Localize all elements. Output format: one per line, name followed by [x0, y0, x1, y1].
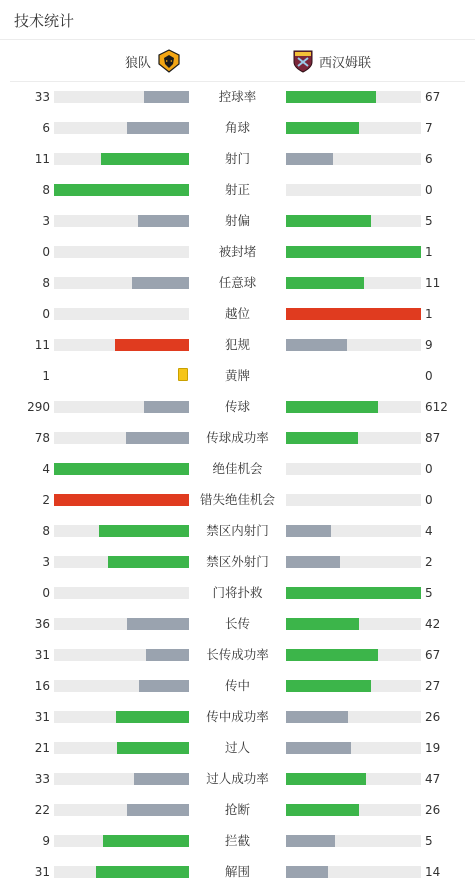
away-bar-track [286, 339, 421, 351]
away-value: 14 [425, 865, 441, 879]
home-value: 8 [42, 524, 50, 538]
away-bar-track [286, 122, 421, 134]
home-bar-track [54, 153, 189, 165]
away-bar-track [286, 711, 421, 723]
home-value: 4 [42, 462, 50, 476]
home-bar-fill [127, 122, 189, 134]
stat-label: 控球率 [218, 89, 257, 104]
stat-row [0, 640, 475, 671]
away-bar-track [286, 525, 421, 537]
stat-row [0, 733, 475, 764]
home-value: 0 [42, 307, 50, 321]
away-bar-fill [286, 277, 364, 289]
home-bar-track [54, 711, 189, 723]
away-value: 42 [425, 617, 441, 631]
home-value: 16 [34, 679, 50, 693]
away-bar-fill [286, 866, 328, 878]
stat-row [0, 795, 475, 826]
home-team[interactable] [125, 49, 181, 73]
away-value: 5 [425, 834, 433, 848]
stat-label: 长传成功率 [206, 647, 269, 662]
home-bar-track [54, 308, 189, 320]
home-bar-track [54, 463, 189, 475]
home-value: 31 [34, 865, 50, 879]
home-bar-fill [139, 680, 189, 692]
home-value: 33 [34, 772, 50, 786]
away-value: 87 [425, 431, 441, 445]
home-bar-fill [127, 804, 189, 816]
home-value: 33 [34, 90, 50, 104]
home-value: 8 [42, 183, 50, 197]
home-value: 11 [34, 338, 50, 352]
home-bar-fill [108, 556, 189, 568]
home-bar-fill [101, 153, 189, 165]
stat-row [0, 144, 475, 175]
stat-row [0, 206, 475, 237]
home-bar-track [54, 215, 189, 227]
away-bar-track [286, 556, 421, 568]
home-bar-fill [54, 494, 189, 506]
stat-row [0, 516, 475, 547]
stat-row [0, 113, 475, 144]
stat-row [0, 237, 475, 268]
home-bar-fill [115, 339, 189, 351]
home-bar-track [54, 339, 189, 351]
away-bar-fill [286, 339, 347, 351]
home-value: 21 [34, 741, 50, 755]
home-bar-track [54, 525, 189, 537]
stat-row [0, 454, 475, 485]
home-value: 0 [42, 586, 50, 600]
away-value: 27 [425, 679, 441, 693]
home-value: 6 [42, 121, 50, 135]
away-bar-fill [286, 587, 421, 599]
away-bar-track [286, 432, 421, 444]
away-team-name: 西汉姆联 [319, 55, 372, 71]
away-bar-fill [286, 773, 366, 785]
home-value: 31 [34, 710, 50, 724]
stat-row [0, 330, 475, 361]
stat-label: 被封堵 [218, 244, 257, 259]
home-bar-fill [138, 215, 189, 227]
stat-row [0, 578, 475, 609]
away-value: 47 [425, 772, 441, 786]
home-bar-fill [134, 773, 189, 785]
home-bar-track [54, 742, 189, 754]
home-value: 36 [34, 617, 50, 631]
home-bar-track [54, 122, 189, 134]
stat-row [0, 485, 475, 516]
away-team[interactable] [291, 49, 371, 73]
stat-row [0, 82, 475, 113]
wolves-crest-icon [157, 49, 181, 73]
stat-label: 角球 [224, 120, 250, 135]
away-bar-fill [286, 649, 378, 661]
team-header [10, 40, 465, 82]
stat-label: 传中成功率 [206, 709, 269, 724]
home-value: 9 [42, 834, 50, 848]
home-value: 78 [34, 431, 50, 445]
away-value: 19 [425, 741, 441, 755]
stat-row [0, 671, 475, 702]
stat-label: 禁区内射门 [206, 523, 269, 538]
away-value: 612 [425, 400, 448, 414]
home-bar-track [54, 618, 189, 630]
away-value: 0 [425, 369, 433, 383]
home-bar-track [54, 587, 189, 599]
home-bar-fill [144, 401, 189, 413]
stat-row [0, 547, 475, 578]
away-bar-track [286, 649, 421, 661]
away-bar-track [286, 215, 421, 227]
stat-label: 过人 [224, 740, 250, 755]
home-team-name: 狼队 [124, 55, 151, 71]
away-bar-track [286, 308, 421, 320]
stat-row [0, 609, 475, 640]
away-bar-fill [286, 122, 359, 134]
away-bar-fill [286, 804, 359, 816]
home-value: 290 [27, 400, 50, 414]
away-value: 1 [425, 245, 433, 259]
stat-label: 传中 [224, 678, 250, 693]
home-value: 22 [34, 803, 50, 817]
stat-row [0, 764, 475, 795]
away-bar-fill [286, 308, 421, 320]
home-value: 8 [42, 276, 50, 290]
home-bar-track [54, 277, 189, 289]
home-value: 0 [42, 245, 50, 259]
away-value: 7 [425, 121, 433, 135]
home-bar-track [54, 401, 189, 413]
home-value: 31 [34, 648, 50, 662]
home-value: 11 [34, 152, 50, 166]
away-bar-track [286, 618, 421, 630]
stat-label: 过人成功率 [206, 771, 269, 786]
away-bar-fill [286, 246, 421, 258]
away-bar-fill [286, 711, 348, 723]
home-bar-track [54, 432, 189, 444]
away-bar-fill [286, 91, 376, 103]
home-value: 2 [42, 493, 50, 507]
away-bar-track [286, 835, 421, 847]
stat-label: 射偏 [224, 213, 250, 228]
away-bar-fill [286, 556, 340, 568]
stat-label: 解围 [224, 864, 250, 879]
stat-row [0, 268, 475, 299]
away-bar-track [286, 401, 421, 413]
stat-label: 射门 [224, 151, 250, 166]
away-value: 2 [425, 555, 433, 569]
away-value: 4 [425, 524, 433, 538]
away-value: 0 [425, 462, 433, 476]
home-bar-fill [146, 649, 189, 661]
away-value: 6 [425, 152, 433, 166]
west-ham-crest-icon [291, 49, 315, 73]
home-value: 1 [42, 369, 50, 383]
stat-label: 拦截 [224, 833, 250, 848]
away-bar-fill [286, 835, 335, 847]
away-bar-track [286, 587, 421, 599]
section-title-text: 技术统计 [14, 12, 75, 30]
stat-row [0, 392, 475, 423]
stat-row [0, 361, 475, 392]
away-bar-track [286, 866, 421, 878]
home-bar-track [54, 866, 189, 878]
stat-label: 射正 [224, 182, 250, 197]
stat-label: 传球成功率 [206, 430, 269, 445]
home-bar-track [54, 556, 189, 568]
away-bar-fill [286, 215, 371, 227]
away-bar-fill [286, 401, 378, 413]
home-bar-fill [132, 277, 189, 289]
away-value: 0 [425, 493, 433, 507]
away-bar-fill [286, 618, 359, 630]
stat-label: 禁区外射门 [206, 554, 269, 569]
away-bar-fill [286, 742, 351, 754]
stat-label: 任意球 [218, 275, 257, 290]
home-bar-fill [103, 835, 189, 847]
stat-label: 黄牌 [224, 368, 250, 383]
home-value: 3 [42, 214, 50, 228]
home-value: 3 [42, 555, 50, 569]
away-bar-fill [286, 680, 371, 692]
away-bar-track [286, 742, 421, 754]
home-bar-track [54, 649, 189, 661]
home-bar-fill [117, 742, 189, 754]
home-bar-track [54, 246, 189, 258]
stat-row [0, 826, 475, 857]
away-value: 67 [425, 90, 441, 104]
home-bar-fill [99, 525, 189, 537]
away-bar-fill [286, 525, 331, 537]
home-bar-fill [54, 463, 189, 475]
away-value: 0 [425, 183, 433, 197]
away-bar-track [286, 277, 421, 289]
section-title [0, 0, 475, 40]
stat-label: 传球 [224, 399, 250, 414]
stat-label: 绝佳机会 [212, 461, 263, 476]
away-value: 1 [425, 307, 433, 321]
stat-label: 犯规 [224, 337, 250, 352]
home-bar-track [54, 91, 189, 103]
home-bar-track [54, 835, 189, 847]
home-bar-fill [144, 91, 189, 103]
away-bar-track [286, 91, 421, 103]
away-value: 5 [425, 214, 433, 228]
stat-row [0, 175, 475, 206]
stat-label: 长传 [224, 616, 250, 631]
away-value: 5 [425, 586, 433, 600]
away-bar-fill [286, 432, 358, 444]
stats-list [0, 82, 475, 888]
home-bar-fill [127, 618, 189, 630]
home-bar-track [54, 680, 189, 692]
away-bar-fill [286, 153, 333, 165]
stat-row [0, 702, 475, 733]
stat-label: 抢断 [224, 802, 250, 817]
home-bar-fill [54, 184, 189, 196]
away-bar-track [286, 184, 421, 196]
stat-row [0, 299, 475, 330]
yellow-card-icon [178, 368, 188, 381]
away-bar-track [286, 153, 421, 165]
home-bar-track [54, 804, 189, 816]
away-bar-track [286, 494, 421, 506]
stat-row [0, 857, 475, 888]
stat-label: 错失绝佳机会 [199, 492, 275, 507]
home-bar-track [54, 184, 189, 196]
away-value: 9 [425, 338, 433, 352]
away-value: 26 [425, 710, 441, 724]
stat-label: 越位 [224, 306, 250, 321]
away-bar-track [286, 773, 421, 785]
home-bar-fill [96, 866, 189, 878]
stat-label: 门将扑救 [212, 585, 263, 600]
stat-row [0, 423, 475, 454]
away-bar-track [286, 680, 421, 692]
away-bar-track [286, 804, 421, 816]
away-value: 26 [425, 803, 441, 817]
away-value: 11 [425, 276, 441, 290]
away-bar-track [286, 246, 421, 258]
home-bar-fill [116, 711, 189, 723]
home-bar-track [54, 494, 189, 506]
home-bar-track [54, 773, 189, 785]
home-bar-fill [126, 432, 189, 444]
away-bar-track [286, 463, 421, 475]
away-value: 67 [425, 648, 441, 662]
